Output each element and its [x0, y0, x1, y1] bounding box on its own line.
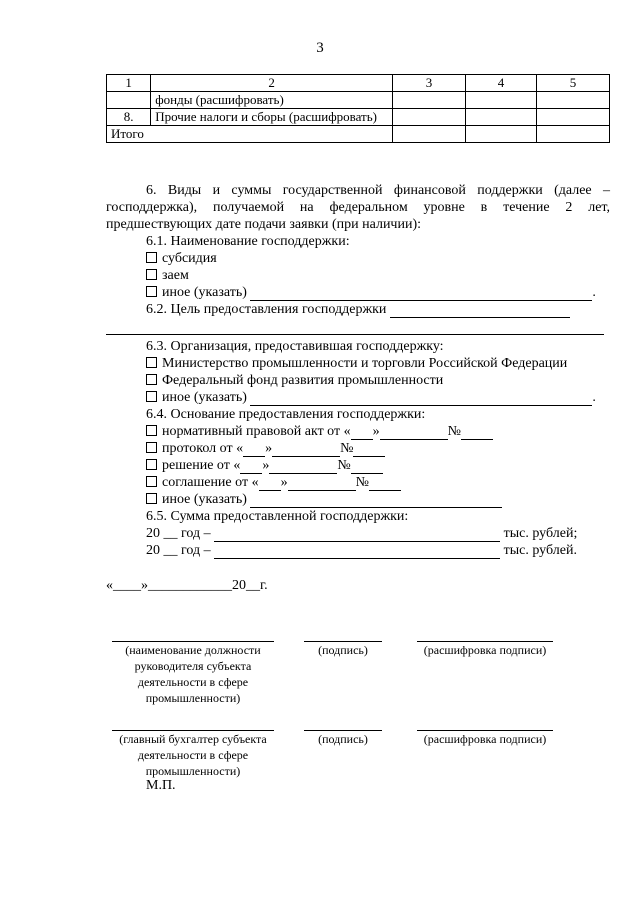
table-cell: фонды (расшифровать)	[151, 92, 393, 109]
table-cell	[393, 126, 466, 143]
amount-row-1	[106, 525, 610, 542]
option-fund	[106, 372, 610, 389]
section-6-5-title: 6.5. Сумма предоставленной господдержки:	[146, 509, 409, 524]
checkbox[interactable]	[146, 391, 157, 402]
option-subsidy	[106, 250, 610, 267]
option-other-basis	[106, 491, 610, 508]
option-label: заем	[162, 268, 189, 283]
option-agreement	[106, 474, 610, 491]
table-row	[107, 109, 610, 126]
stamp-place: М.П.	[146, 778, 176, 793]
fill-line[interactable]	[259, 477, 281, 491]
fill-line[interactable]	[272, 443, 340, 457]
fill-line[interactable]	[390, 304, 570, 318]
fill-line[interactable]	[351, 426, 373, 440]
option-ministry	[106, 355, 610, 372]
option-label: нормативный правовой акт от «	[162, 424, 351, 439]
fill-line[interactable]	[353, 443, 385, 457]
fill-line[interactable]	[214, 545, 500, 559]
checkbox[interactable]	[146, 357, 157, 368]
checkbox[interactable]	[146, 459, 157, 470]
header-cell: 3	[393, 75, 466, 92]
checkbox[interactable]	[146, 442, 157, 453]
page-number: 3	[316, 40, 324, 56]
header-cell: 1	[107, 75, 151, 92]
table-total-row	[107, 126, 610, 143]
option-label: протокол от «	[162, 441, 244, 456]
number-sign: №	[447, 424, 461, 439]
section-6-intro: 6. Виды и суммы государственной финансовой поддержки (далее – господдержка), получаемой на федеральном уровне в течение 2 лет, предшествующих дате подачи заявки (при наличии):	[106, 183, 610, 232]
checkbox[interactable]	[146, 269, 157, 280]
fill-line[interactable]	[380, 426, 448, 440]
quote: »	[262, 458, 270, 473]
table-cell: 8.	[107, 109, 151, 126]
section-6-4-title: 6.4. Основание предоставления господдержки:	[146, 407, 426, 422]
option-legal-act	[106, 423, 610, 440]
caption-text: (расшифровка подписи)	[423, 732, 547, 746]
caption-text: (подпись)	[318, 643, 368, 657]
fill-line[interactable]	[214, 528, 500, 542]
fill-line[interactable]	[243, 443, 265, 457]
table-cell	[537, 92, 610, 109]
header-cell: 5	[537, 75, 610, 92]
quote: »	[280, 475, 288, 490]
table-cell	[393, 109, 466, 126]
quote: »	[265, 441, 273, 456]
checkbox[interactable]	[146, 374, 157, 385]
fill-line[interactable]	[269, 460, 337, 474]
accountant-signature-caption	[304, 730, 382, 747]
option-label: субсидия	[162, 251, 217, 266]
table-cell: Прочие налоги и сборы (расшифровать)	[151, 109, 393, 126]
date-line: «____»____________20__г.	[106, 578, 268, 593]
checkbox[interactable]	[146, 425, 157, 436]
table-cell	[107, 92, 151, 109]
section-6-2-title	[106, 301, 610, 318]
header-cell: 2	[151, 75, 393, 92]
table-cell	[465, 92, 536, 109]
accountant-position-caption	[112, 730, 274, 779]
section-6-3-title: 6.3. Организация, предоставившая господдержку:	[146, 339, 444, 354]
checkbox[interactable]	[146, 476, 157, 487]
option-label: решение от «	[162, 458, 241, 473]
section-6-1-title: 6.1. Наименование господдержки:	[146, 234, 350, 249]
number-sign: №	[340, 441, 354, 456]
fill-line[interactable]	[461, 426, 493, 440]
option-decision	[106, 457, 610, 474]
head-signature-caption	[304, 641, 382, 658]
option-label: Федеральный фонд развития промышленности	[162, 373, 444, 388]
option-label: иное (указать)	[162, 285, 247, 300]
option-other-org: иное (указать) .	[106, 389, 610, 406]
caption-text: (расшифровка подписи)	[423, 643, 547, 657]
fill-line[interactable]	[250, 392, 592, 406]
quote: »	[372, 424, 380, 439]
number-sign: №	[355, 475, 369, 490]
year-label: 20 __ год –	[146, 526, 211, 541]
unit-label: тыс. рублей.	[503, 543, 577, 558]
section-6	[106, 182, 610, 559]
option-loan	[106, 267, 610, 284]
table-cell	[393, 92, 466, 109]
option-protocol	[106, 440, 610, 457]
fill-line[interactable]	[250, 287, 592, 301]
checkbox[interactable]	[146, 252, 157, 263]
head-decoding-caption	[417, 641, 553, 658]
fill-line[interactable]	[369, 477, 401, 491]
caption-text: (наименование должности руководителя субъекта деятельности в сфере промышленности)	[125, 643, 261, 705]
accountant-decoding-caption	[417, 730, 553, 747]
header-cell: 4	[465, 75, 536, 92]
table-cell	[465, 126, 536, 143]
head-position-caption	[112, 641, 274, 706]
table-header-row	[107, 75, 610, 92]
amount-row-2	[106, 542, 610, 559]
fill-line[interactable]	[240, 460, 262, 474]
fill-line[interactable]	[106, 318, 604, 335]
table-cell	[537, 109, 610, 126]
table-row	[107, 92, 610, 109]
section-label: 6.2. Цель предоставления господдержки	[146, 302, 387, 317]
fill-line[interactable]	[288, 477, 356, 491]
caption-text: (подпись)	[318, 732, 368, 746]
fill-line[interactable]	[351, 460, 383, 474]
taxes-table	[106, 74, 610, 143]
table-cell	[465, 109, 536, 126]
total-label: Итого	[107, 126, 393, 143]
checkbox[interactable]	[146, 493, 157, 504]
option-label: иное (указать)	[162, 492, 247, 507]
year-label: 20 __ год –	[146, 543, 211, 558]
fill-line[interactable]	[250, 494, 502, 508]
checkbox[interactable]	[146, 286, 157, 297]
unit-label: тыс. рублей;	[503, 526, 578, 541]
table-cell	[537, 126, 610, 143]
option-other: иное (указать) .	[106, 284, 610, 301]
caption-text: (главный бухгалтер субъекта деятельности в сфере промышленности)	[119, 732, 267, 778]
option-label: соглашение от «	[162, 475, 259, 490]
option-label: Министерство промышленности и торговли Российской Федерации	[162, 356, 568, 371]
option-label: иное (указать)	[162, 390, 247, 405]
number-sign: №	[337, 458, 351, 473]
